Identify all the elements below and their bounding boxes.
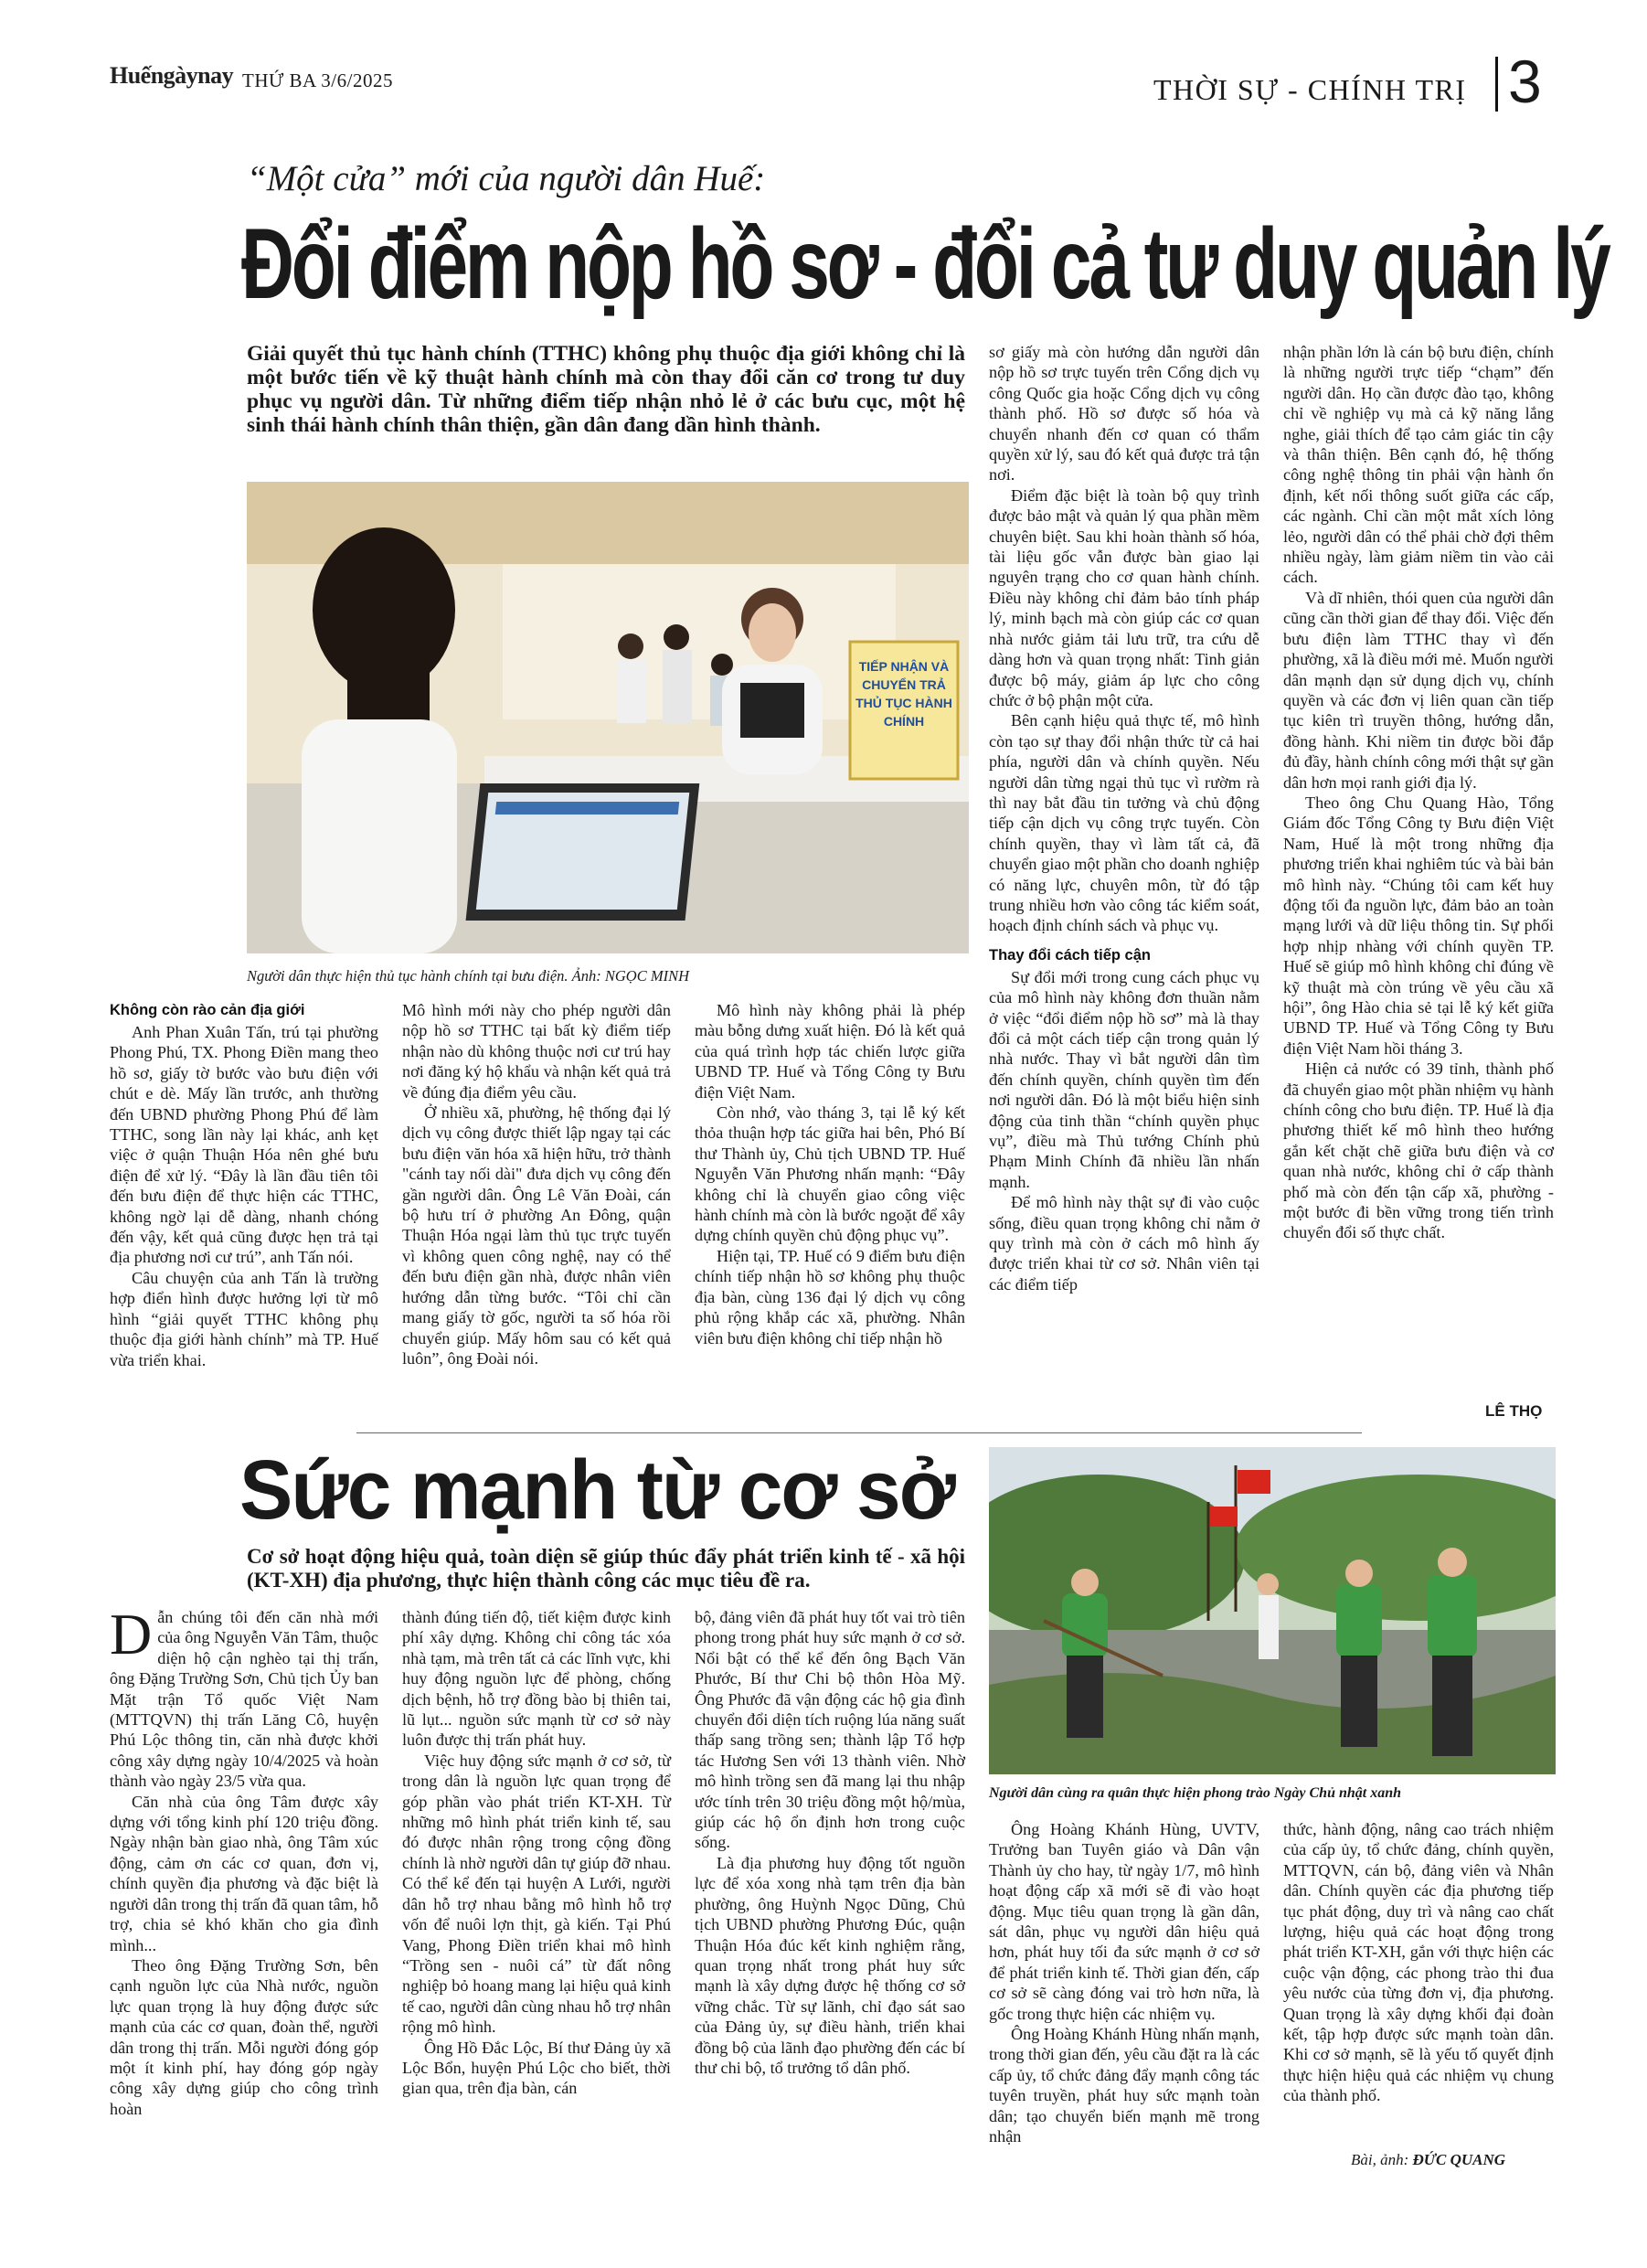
issue-date: THỨ BA 3/6/2025 (242, 69, 393, 91)
paragraph: Điểm đặc biệt là toàn bộ quy trình được bảo mật và quản lý qua phần mềm chuyên biệt. Sau khi hoàn thành số hóa, tài liệu gốc vẫn được bàn giao lại nguyên trạng cho cơ quan hành chính. Điều này không chỉ đảm bảo tính pháp lý, minh bạch mà còn giúp các cơ quan nhà nước giảm tải lưu trữ, tra cứu dễ dàng hơn và quan trọng nhất: Tinh giản được bộ máy, giảm áp lực cho công chức ở bộ phận một cửa. (989, 485, 1259, 709)
article1-photo-caption: Người dân thực hiện thủ tục hành chính tại bưu điện. Ảnh: NGỌC MINH (247, 967, 690, 985)
article-divider (356, 1432, 1362, 1433)
paragraph: Ở nhiều xã, phường, hệ thống đại lý dịch vụ công được thiết lập ngay tại các bưu điện văn hóa xã hiện hữu, trở thành "cánh tay nối dài" đưa dịch vụ công đến gần người dân. Ông Lê Văn Đoài, cán bộ hưu trí ở phường An Đông, quận Thuận Hóa ngại làm thủ tục trực tuyến vì không quen công nghệ, nay có thể đến bưu điện gần nhà, được nhân viên hướng dẫn từng bước. “Tôi chỉ cần mang giấy tờ gốc, người ta số hóa rồi chuyển giúp. Mấy hôm sau có kết quả luôn”, ông Đoài nói. (402, 1103, 671, 1368)
article2-column-5 (1283, 1819, 1554, 2106)
article1-subhead-1: Không còn rào cản địa giới (110, 1002, 305, 1018)
article2-photo (989, 1447, 1556, 1774)
article2-headline: Sức mạnh từ cơ sở (239, 1443, 954, 1537)
article1-byline: LÊ THỌ (1485, 1402, 1543, 1420)
paragraph: Mô hình mới này cho phép người dân nộp hồ sơ TTHC tại bất kỳ điểm tiếp nhận nào dù không thuộc nơi cư trú hay nơi đăng ký hộ khẩu và nhận kết quả trả về đúng địa điểm yêu cầu. (402, 1001, 671, 1102)
dropcap: D (110, 1602, 153, 1666)
paragraph: Căn nhà của ông Tâm được xây dựng với tổng kinh phí 120 triệu đồng. Ngày nhận bàn giao nhà, ông Tâm xúc động, cảm ơn các cơ quan, đơn vị, chính quyền địa phương và đặc biệt là người dân trong thị trấn đã quan tâm, hỗ trợ, chia sẻ khó khăn cho gia đình mình... (110, 1792, 378, 1954)
paragraph (110, 1602, 378, 1792)
paragraph: Theo ông Chu Quang Hào, Tổng Giám đốc Tổng Công ty Bưu điện Việt Nam, Huế là một trong những địa phương triển khai nghiêm túc và bài bản mô hình này. “Chúng tôi cam kết huy động tối đa nguồn lực, đảm bảo an toàn mạng lưới và dữ liệu thông tin. Sự phối hợp nhịp nhàng với chính quyền TP. Huế sẽ giúp mô hình không chỉ đúng về kỹ thuật mà còn trúng về yêu cầu xã hội”, ông Hào chia sẻ tại lễ ký kết giữa UBND TP. Huế và Tổng Công ty Bưu điện Việt Nam hồi tháng 3. (1283, 793, 1554, 1058)
paragraph: Còn nhớ, vào tháng 3, tại lễ ký kết thỏa thuận hợp tác giữa hai bên, Phó Bí thư Thành ủy, Chủ tịch UBND TP. Huế Nguyễn Văn Phương nhấn mạnh: “Đây không chỉ là chuyển giao công việc hành chính mà còn là bước ngoặt để xây dựng chính quyền chủ động phục vụ”. (695, 1103, 965, 1245)
byline-prefix: Bài, ảnh: (1351, 2151, 1409, 2168)
masthead-logo: Huếngàynay (110, 62, 234, 89)
paragraph: Việc huy động sức mạnh ở cơ sở, từ trong dân là nguồn lực quan trọng để góp phần vào phát triển KT-XH. Từ những mô hình phát triển kinh tế, sau đó được nhân rộng trong cộng đồng chính là nhờ người dân tự giúp đỡ nhau. Có thể kể đến tại huyện A Lưới, người dân hỗ trợ nhau bằng mô hình hỗ trợ vốn để nuôi lợn thịt, gà kiến. Tại Phú Vang, Phong Điền triển khai mô hình “Trồng sen - nuôi cá” từ đất nông nghiệp bỏ hoang mang lại hiệu quả kinh tế cao, người dân cùng nhau hỗ trợ nhân rộng mô hình. (402, 1751, 671, 2037)
paragraph: Câu chuyện của anh Tấn là trường hợp điển hình được hưởng lợi từ mô hình “giải quyết TTHC không phụ thuộc địa giới hành chính” mà TP. Huế vừa triển khai. (110, 1268, 378, 1369)
paragraph: Ông Hoàng Khánh Hùng nhấn mạnh, trong thời gian đến, yêu cầu đặt ra là các cấp ủy, tổ chức đảng đẩy mạnh công tác tuyên truyền, phát huy sức mạnh toàn dân; tạo chuyển biến mạnh mẽ trong nhận (989, 2025, 1259, 2146)
sign-text: TIẾP NHẬN VÀ CHUYỂN TRẢ THỦ TỤC HÀNH CHÍNH (855, 659, 952, 729)
article2-byline (1351, 2151, 1505, 2169)
paragraph: Ông Hồ Đắc Lộc, Bí thư Đảng ủy xã Lộc Bổn, huyện Phú Lộc cho biết, thời gian qua, trên địa bàn, cán (402, 2038, 671, 2098)
article1-lead: Giải quyết thủ tục hành chính (TTHC) không phụ thuộc địa giới không chỉ là một bước tiến về kỹ thuật hành chính mà còn thay đổi căn cơ trong tư duy phục vụ người dân. Từ những điểm tiếp nhận nhỏ lẻ ở các bưu cục, một hệ sinh thái hành chính thân thiện, gần dân đang dần hình thành. (247, 342, 965, 437)
paragraph: sơ giấy mà còn hướng dẫn người dân nộp hồ sơ trực tuyến trên Cổng dịch vụ công Quốc gia hoặc Cổng dịch vụ công thành phố. Hồ sơ được số hóa và chuyển nhanh đến cơ quan có thẩm quyền xử lý, sau đó kết quả được trả tận nơi. (989, 343, 1259, 484)
article2-column-4 (989, 1819, 1259, 2147)
article1-kicker: “Một cửa” mới của người dân Huế: (247, 159, 766, 198)
article2-photo-caption: Người dân cùng ra quân thực hiện phong trào Ngày Chủ nhật xanh (989, 1785, 1401, 1801)
article1-headline: Đổi điểm nộp hồ sơ - đổi cả tư duy quản lý (241, 207, 1609, 320)
paragraph: thành đúng tiến độ, tiết kiệm được kinh phí xây dựng. Không chỉ công tác xóa nhà tạm, mà trên tất cả các lĩnh vực, khi huy động nguồn lực để phòng, chống dịch bệnh, hỗ trợ đồng bào bị thiên tai, lũ lụt... nguồn sức mạnh từ cơ sở này luôn được thị trấn phát huy. (402, 1608, 671, 1750)
byline-author: ĐỨC QUANG (1412, 2151, 1506, 2168)
paragraph: Và dĩ nhiên, thói quen của người dân cũng cần thời gian để thay đổi. Việc đến bưu điện làm TTHC thay vì đến phường, xã là điều mới mẻ. Muốn người dân mạnh dạn sử dụng dịch vụ, chính quyền và các đơn vị liên quan cần tiếp tục kiên trì truyền thông, hướng dẫn, đồng hành. Khi niềm tin được bồi đắp đủ đầy, hành chính công mới thật sự gần dân hơn mọi ranh giới địa lý. (1283, 588, 1554, 792)
header-divider (1495, 57, 1498, 112)
article1-subhead-2: Thay đổi cách tiếp cận (989, 946, 1151, 964)
paragraph-text: ẫn chúng tôi đến căn nhà mới của ông Nguyễn Văn Tâm, thuộc diện hộ cận nghèo tại thị trấn, ông Đặng Trường Sơn, Chủ tịch Ủy ban Mặt trận Tổ quốc Việt Nam (MTTQVN) thị trấn Lăng Cô, huyện Phú Lộc thông tin, căn nhà được khởi công xây dựng ngày 10/4/2025 và hoàn thành vào ngày 23/5 vừa qua. (110, 1608, 378, 1791)
paragraph: Mô hình này không phải là phép màu bỗng dưng xuất hiện. Đó là kết quả của quá trình hợp tác chiến lược giữa UBND TP. Huế và Tổng Công ty Bưu điện Việt Nam. (695, 1001, 965, 1102)
service-counter-sign (850, 642, 958, 779)
article1-column-1 (110, 1000, 378, 1370)
article2-column-3 (695, 1607, 965, 2078)
paragraph: Hiện tại, TP. Huế có 9 điểm bưu điện chính tiếp nhận hồ sơ không phụ thuộc địa bàn, cùng 136 đại lý dịch vụ công phủ rộng khắp các xã, phường. Nhân viên bưu điện không chỉ tiếp nhận hồ (695, 1246, 965, 1347)
page-number: 3 (1508, 48, 1542, 115)
paragraph: Là địa phương huy động tốt nguồn lực để xóa xong nhà tạm trên địa bàn phường, ông Huỳnh Ngọc Dũng, Chủ tịch UBND phường Phương Đúc, quận Thuận Hóa đúc kết kinh nghiệm rằng, quan trọng nhất trong phát huy sức mạnh là xây dựng được hệ thống cơ sở vững chắc. Từ sự lãnh, chỉ đạo sát sao của Đảng ủy, sự điều hành, triển khai đồng bộ của lãnh đạo phường đến các bí thư chi bộ, tổ trưởng tổ dân phố. (695, 1853, 965, 2077)
paragraph: nhận phần lớn là cán bộ bưu điện, chính là những người trực tiếp “chạm” đến người dân. Họ cần được đào tạo, không chỉ về nghiệp vụ mà cả kỹ năng lắng nghe, giải thích để tạo cảm giác tin cậy và thân thiện. Bên cạnh đó, hệ thống công nghệ thông tin phải vận hành ổn định, kết nối thông suốt giữa các cấp, các ngành. Chỉ cần một mắt xích lỏng lẻo, người dân có thể phải chờ đợi thêm nhiều ngày, làm giảm niềm tin vào cải cách. (1283, 343, 1554, 587)
paragraph: Anh Phan Xuân Tấn, trú tại phường Phong Phú, TX. Phong Điền mang theo hồ sơ, giấy tờ bước vào bưu điện với chút e dè. Mấy lần trước, anh thường đến UBND phường Phong Phú để làm TTHC, song lần này lại khác, anh kẹt việc ở quận Thuận Hóa nên ghé bưu điện để xử lý. “Đây là lần đầu tiên tôi đến bưu điện để thực hiện các TTHC, không ngờ lại dễ dàng, nhanh chóng đến vậy, kết quả cũng được hẹn trả tại địa phương nơi cư trú”, anh Tấn nói. (110, 1023, 378, 1267)
article2-column-1 (110, 1602, 378, 2119)
paragraph: bộ, đảng viên đã phát huy tốt vai trò tiên phong trong phát huy sức mạnh ở cơ sở. Nổi bật có thể kể đến ông Bạch Văn Phước, Bí thư Chi bộ thôn Hòa Mỹ. Ông Phước đã vận động các hộ gia đình chuyển đổi diện tích ruộng lúa năng suất thấp sang trồng sen; thành lập Tổ hợp tác Hương Sen với 13 thành viên. Nhờ mô hình trồng sen đã mang lại thu nhập ước tính trên 30 triệu đồng một hộ/mùa, giúp các hộ ổn định hơn trong cuộc sống. (695, 1608, 965, 1852)
paragraph: thức, hành động, nâng cao trách nhiệm của cấp ủy, tổ chức đảng, chính quyền, MTTQVN, cán bộ, đảng viên và Nhân dân. Chính quyền các địa phương tiếp tục phát động, duy trì và nâng cao chất lượng, hiệu quả các hoạt động trong phát triển KT-XH, gắn với thực hiện các cuộc vận động, các phong trào thi đua yêu nước của từng đơn vị, địa phương. Quan trọng là xây dựng khối đại đoàn kết, tập hợp được sức mạnh toàn dân. Khi cơ sở mạnh, sẽ là yếu tố quyết định thực hiện hiệu quả các nhiệm vụ chung của thành phố. (1283, 1820, 1554, 2105)
paragraph: Ông Hoàng Khánh Hùng, UVTV, Trưởng ban Tuyên giáo và Dân vận Thành ủy cho hay, từ ngày 1/7, mô hình hoạt động cấp xã mới sẽ đi vào hoạt động. Mục tiêu quan trọng là gần dân, sát dân, phục vụ người dân hiệu quả hơn, phát huy tối đa sức mạnh ở cơ sở để phát triển kinh tế. Thời gian đến, cấp cơ sở sẽ càng đóng vai trò hơn nữa, là gốc trong thực hiện các nhiệm vụ. (989, 1820, 1259, 2023)
article1-photo (247, 482, 969, 953)
article1-column-2 (402, 1000, 671, 1368)
article1-column-4 (989, 342, 1259, 1294)
paragraph: Theo ông Đặng Trường Sơn, bên cạnh nguồn lực của Nhà nước, nguồn lực quan trọng là huy động được sức mạnh của các cơ quan, đoàn thể, người dân trong thị trấn. Mỗi người đóng góp một ít kinh phí, hay đóng góp ngày công xây dựng giúp cho công trình hoàn (110, 1955, 378, 2118)
article2-column-2 (402, 1607, 671, 2099)
paragraph: Để mô hình này thật sự đi vào cuộc sống, điều quan trọng không chỉ nằm ở quy trình mà còn ở cách mô hình ấy được triển khai từ cơ sở. Nhân viên tại các điểm tiếp (989, 1193, 1259, 1294)
article1-column-3 (695, 1000, 965, 1348)
article1-column-5 (1283, 342, 1554, 1243)
paragraph: Sự đổi mới trong cung cách phục vụ của mô hình này không đơn thuần nằm ở việc “đổi điểm nộp hồ sơ” mà là thay đổi cả một cách tiếp cận trong quản lý nhà nước. Thay vì bắt người dân tìm đến chính quyền, chính quyền tìm đến nơi người dân. Đó là một biểu hiện sinh động của tinh thần “chính quyền phục vụ”, điều mà Thủ tướng Chính phủ Phạm Minh Chính đã nhiều lần nhấn mạnh. (989, 967, 1259, 1191)
paragraph: Bên cạnh hiệu quả thực tế, mô hình còn tạo sự thay đổi nhận thức từ cả hai phía, người dân và chính quyền. Nếu người dân từng ngại thủ tục vì rườm rà thì nay bắt đầu tin tưởng và chủ động tiếp cận dịch vụ công trực tuyến. Còn chính quyền, thay vì làm tất cả, đã chuyển giao một phần cho doanh nghiệp có năng lực, chuyên môn, từ đó tập trung nhiều hơn vào công tác kiểm soát, hoạch định chính sách và phục vụ. (989, 711, 1259, 935)
paragraph: Hiện cả nước có 39 tỉnh, thành phố đã chuyển giao một phần nhiệm vụ hành chính công cho bưu điện. TP. Huế là địa phương thiết kế mô hình theo hướng gắn kết chặt chẽ giữa bưu điện và cơ quan nhà nước, không chỉ ở cấp thành phố mà còn đến tận cấp xã, phường - một bước đi bền vững trong tiến trình chuyển đổi số thực chất. (1283, 1059, 1554, 1242)
section-title: THỜI SỰ - CHÍNH TRỊ (1153, 73, 1467, 106)
article2-lead: Cơ sở hoạt động hiệu quả, toàn diện sẽ giúp thúc đẩy phát triển kinh tế - xã hội (KT-XH) địa phương, thực hiện thành công các mục tiêu đề ra. (247, 1545, 965, 1592)
